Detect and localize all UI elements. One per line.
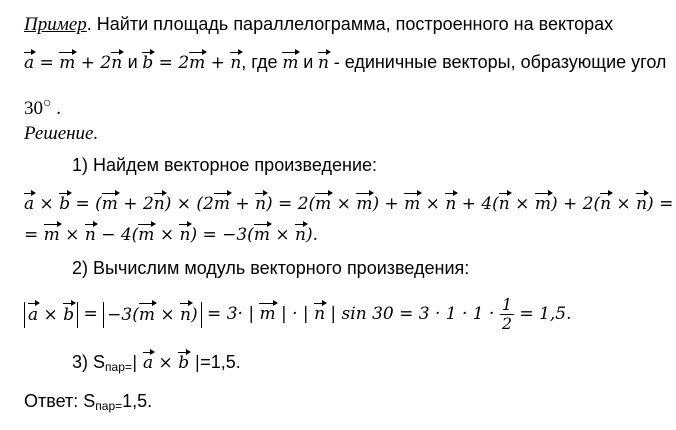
step3: 3) $S_{пар=}|$ a × b |=1,5. bbox=[72, 352, 241, 374]
angle-value: 30 bbox=[24, 98, 43, 119]
answer-prefix: Ответ: S bbox=[24, 391, 96, 411]
problem-intro: . Найти площадь параллелограмма, построенного на векторах bbox=[86, 14, 614, 34]
modulus-equation: a × b = −3(m × n) = 3· | m | · | n | sin 30 = 3 · 1 · 1 · $\frac{1}{2}$ = 1,5. bbox=[24, 296, 572, 333]
vector-definitions: a = m + 2n bbox=[24, 53, 123, 73]
problem-line-2 bbox=[24, 50, 666, 75]
vector-n: n bbox=[318, 53, 329, 73]
vector-b-definition: b = 2m + n bbox=[142, 53, 242, 73]
solution-label: Решение. bbox=[24, 123, 99, 144]
step1-heading: 1) Найдем векторное произведение: bbox=[72, 155, 378, 175]
problem-line-3: 30○ . bbox=[24, 96, 61, 119]
problem-line-1 bbox=[24, 12, 613, 37]
step3-subscript: пар= bbox=[105, 360, 132, 374]
problem-line2-end: - единичные векторы, образующие угол bbox=[333, 52, 667, 72]
answer-value: 1,5. bbox=[122, 391, 153, 411]
where-word: , где bbox=[241, 52, 278, 72]
cross-product-equation-2: = m × n − 4(m × n) = −3(m × n). bbox=[24, 225, 319, 245]
step3-prefix: 3) S bbox=[72, 352, 106, 372]
conj-and-1: и bbox=[127, 52, 138, 72]
example-label: Пример bbox=[24, 14, 87, 35]
answer-line bbox=[24, 389, 152, 418]
cross-product-equation-1: a × b = (m + 2n) × (2m + n) = 2(m × m) + m × n + 4(n × m) + 2(n × n) = bbox=[24, 194, 674, 214]
step3-value: =1,5. bbox=[200, 352, 241, 372]
vector-m: m bbox=[282, 53, 299, 73]
degree-sign: ○ bbox=[43, 96, 52, 111]
answer-subscript: пар= bbox=[95, 399, 123, 413]
step2-heading: 2) Вычислим модуль векторного произведения: bbox=[72, 258, 470, 278]
conj-and-2: и bbox=[303, 52, 314, 72]
fraction-one-half: $\frac{1}{2}$ bbox=[501, 295, 513, 333]
